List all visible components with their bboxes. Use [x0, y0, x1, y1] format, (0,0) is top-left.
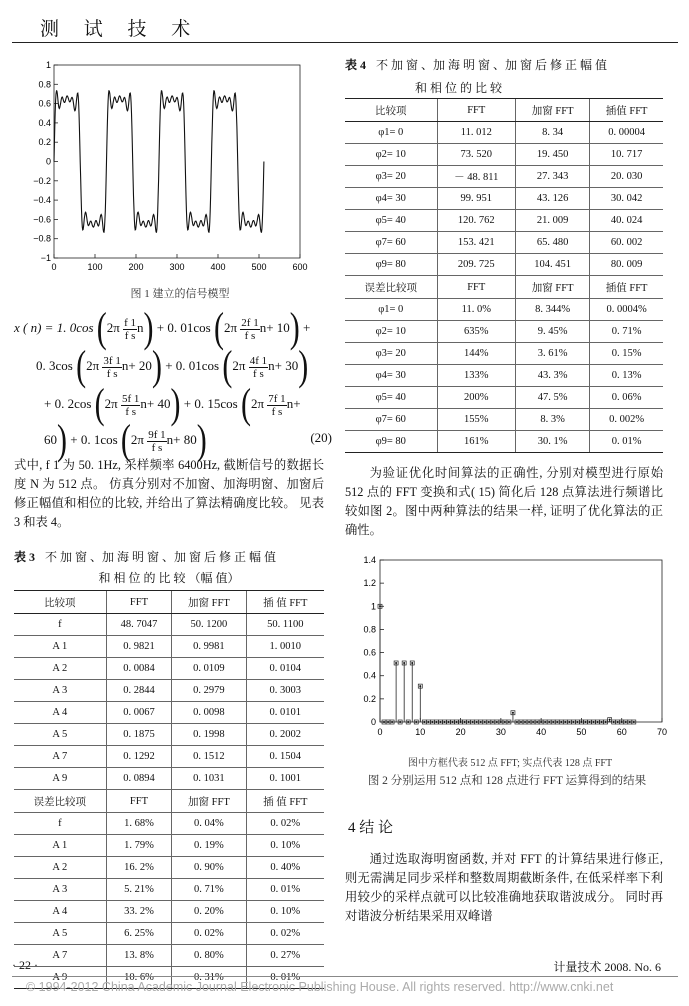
error-header-row — [14, 790, 324, 813]
y-tick-label: 0.6 — [38, 98, 51, 109]
table-cell: 155% — [437, 409, 516, 431]
table-row — [345, 365, 663, 387]
table-row — [14, 614, 324, 636]
table-cell: 19. 450 — [516, 144, 590, 166]
y-tick-label: 0.8 — [38, 79, 51, 90]
paragraph-conclusion: 通过选取海明窗函数, 并对 FFT 的计算结果进行修正, 则无需满足同步采样和整数周期截断条件, 在低采样率下利用较少的采样点就可以比较准确地获取谐波成分。 同时再对谐波分析结果采用双峰谱 — [345, 852, 663, 923]
table-cell: φ2= 10 — [345, 144, 437, 166]
table-cell: φ3= 20 — [345, 166, 437, 188]
fft128-point — [544, 721, 546, 723]
table-cell: φ5= 40 — [345, 210, 437, 232]
fft128-point — [379, 605, 381, 607]
table-cell: 80. 009 — [590, 254, 663, 276]
table-cell: A 5 — [14, 724, 106, 746]
fft128-point — [576, 721, 578, 723]
table-cell: 0. 1001 — [246, 768, 324, 790]
table-cell: 40. 024 — [590, 210, 663, 232]
column-header: 比较项 — [14, 591, 106, 614]
table-cell: A 2 — [14, 658, 106, 680]
table-row — [345, 188, 663, 210]
table-cell: 65. 480 — [516, 232, 590, 254]
table-cell: 27. 343 — [516, 166, 590, 188]
fft128-point — [464, 721, 466, 723]
table-cell: 0. 0098 — [172, 702, 246, 724]
fft128-point — [584, 721, 586, 723]
table-cell: 11. 0% — [437, 299, 516, 321]
x-tick-label: 300 — [169, 262, 185, 272]
table-cell: 48. 7047 — [106, 614, 172, 636]
y-tick-label: 0.2 — [38, 137, 51, 148]
fft128-point — [492, 721, 494, 723]
table-cell: A 5 — [14, 923, 106, 945]
table-cell: 0. 1512 — [172, 746, 246, 768]
table-row — [345, 232, 663, 254]
table-cell: A 4 — [14, 702, 106, 724]
table-cell: 0. 1875 — [106, 724, 172, 746]
column-header: 插 值 FFT — [246, 790, 324, 813]
fft128-point — [613, 721, 615, 723]
table-cell: 0. 002% — [590, 409, 663, 431]
table-cell: 3. 61% — [516, 343, 590, 365]
table-row — [14, 636, 324, 658]
table-cell: 0. 40% — [246, 857, 324, 879]
fft128-point — [472, 721, 474, 723]
table-cell: A 2 — [14, 857, 106, 879]
fft128-point — [391, 721, 393, 723]
fft128-point — [572, 721, 574, 723]
table-row — [14, 658, 324, 680]
column-header: 插值 FFT — [590, 276, 663, 299]
table-cell: 0. 71% — [590, 321, 663, 343]
table-cell: 5. 21% — [106, 879, 172, 901]
y-tick-label: −0.6 — [33, 214, 51, 225]
fft128-point — [609, 719, 611, 721]
fft128-point — [548, 721, 550, 723]
table-cell: 0. 02% — [246, 923, 324, 945]
y-tick-label: 1.4 — [363, 556, 376, 565]
fft128-point — [633, 721, 635, 723]
fft128-point — [484, 721, 486, 723]
column-header: FFT — [106, 591, 172, 614]
fft128-point — [532, 721, 534, 723]
x-tick-label: 200 — [128, 262, 144, 272]
y-tick-label: 0.2 — [363, 693, 376, 704]
fft128-point — [452, 721, 454, 723]
table-cell: 0. 2844 — [106, 680, 172, 702]
table-3-caption: 表 3 不 加 窗 、加 海 明 窗 、加 窗 后 修 正 幅 值 和 相 位 的 比 较 （幅 值） — [14, 550, 277, 585]
table-cell: 0. 0067 — [106, 702, 172, 724]
table-cell: 0. 0109 — [172, 658, 246, 680]
x-tick-label: 30 — [495, 727, 506, 737]
fft128-point — [556, 721, 558, 723]
fft128-point — [520, 721, 522, 723]
table-cell: 0. 0004% — [590, 299, 663, 321]
y-tick-label: 0 — [370, 717, 376, 727]
table-cell: 1. 0010 — [246, 636, 324, 658]
fft128-point — [407, 721, 409, 723]
fft128-point — [605, 721, 607, 723]
fft128-point — [528, 721, 530, 723]
table-cell: 1. 68% — [106, 813, 172, 835]
table-cell: 0. 00004 — [590, 122, 663, 144]
table-header-row — [345, 99, 663, 122]
fft128-point — [601, 721, 603, 723]
table-cell: 0. 1504 — [246, 746, 324, 768]
table-cell: 1. 79% — [106, 835, 172, 857]
table-row — [14, 702, 324, 724]
y-tick-label: 0.4 — [363, 670, 376, 681]
table-cell: 0. 0084 — [106, 658, 172, 680]
page-number: · 22 · — [12, 958, 38, 972]
fft128-point — [568, 721, 570, 723]
table-row — [345, 409, 663, 431]
table-cell: － 48. 811 — [437, 166, 516, 188]
fft128-point — [447, 721, 449, 723]
table-cell: 0. 0104 — [246, 658, 324, 680]
y-tick-label: 1.2 — [363, 578, 376, 589]
fft128-point — [435, 721, 437, 723]
table-cell: 0. 9821 — [106, 636, 172, 658]
table-cell: 0. 04% — [172, 813, 246, 835]
figure-1-caption: 图 1 建立的信号模型 — [130, 288, 230, 300]
table-row — [14, 746, 324, 768]
table-cell: A 7 — [14, 746, 106, 768]
figure-2-spectrum-chart — [345, 556, 670, 742]
table-cell: 161% — [437, 431, 516, 453]
table-row — [14, 945, 324, 967]
fft128-point — [419, 685, 421, 687]
table-cell: 10. 717 — [590, 144, 663, 166]
table-cell: φ2= 10 — [345, 321, 437, 343]
table-row — [14, 724, 324, 746]
x-tick-label: 600 — [292, 262, 308, 272]
fft128-point — [468, 721, 470, 723]
table-cell: φ7= 60 — [345, 409, 437, 431]
table-cell: A 9 — [14, 768, 106, 790]
fft128-point — [588, 721, 590, 723]
table-cell: 144% — [437, 343, 516, 365]
table-cell: A 1 — [14, 835, 106, 857]
table-cell: A 3 — [14, 680, 106, 702]
column-header: 加窗 FFT — [172, 591, 246, 614]
fft128-point — [552, 721, 554, 723]
table-cell: 635% — [437, 321, 516, 343]
table-cell: 30. 042 — [590, 188, 663, 210]
fft128-point — [617, 721, 619, 723]
column-header: 插 值 FFT — [246, 591, 324, 614]
table-row — [14, 768, 324, 790]
table-row — [14, 901, 324, 923]
fft128-point — [593, 721, 595, 723]
table-cell: 0. 1031 — [172, 768, 246, 790]
fft128-point — [504, 721, 506, 723]
table-cell: 16. 2% — [106, 857, 172, 879]
fft128-point — [512, 712, 514, 714]
figure-2-caption: 图 2 分别运用 512 点和 128 点进行 FFT 运算得到的结果 — [367, 775, 647, 787]
fft128-point — [427, 721, 429, 723]
table-cell: 21. 009 — [516, 210, 590, 232]
table-cell: φ7= 60 — [345, 232, 437, 254]
table-row — [345, 122, 663, 144]
table-row — [14, 680, 324, 702]
y-tick-label: 0 — [45, 156, 51, 167]
table-cell: 0. 01% — [246, 967, 324, 989]
y-tick-label: −1 — [40, 253, 51, 263]
y-tick-label: −0.8 — [33, 233, 51, 244]
table-cell: 200% — [437, 387, 516, 409]
table-cell: 133% — [437, 365, 516, 387]
table-cell: 0. 2979 — [172, 680, 246, 702]
paragraph-verification: 为验证优化时间算法的正确性, 分别对模型进行原始 512 点的 FFT 变换和式( 15) 简化后 128 点算法进行频谱比较如图 2。图中两种算法的结果一样, 证明了优化算法的正确性。 — [345, 466, 663, 537]
fft128-point — [456, 721, 458, 723]
table-row — [345, 299, 663, 321]
fft128-point — [423, 721, 425, 723]
table-cell: 60. 002 — [590, 232, 663, 254]
paragraph-intro: 式中, f 1 为 50. 1Hz, 采样频率 6400Hz, 截断信号的数据长度 N 为 512 点。 仿真分别对不加窗、加海明窗、加窗后修正幅值和相位的比较, 并给出了算法精确度比较。 见表 3 和表 4。 — [14, 458, 324, 529]
fft128-point — [625, 721, 627, 723]
fft128-point — [536, 721, 538, 723]
table-cell: 0. 80% — [172, 945, 246, 967]
fft128-point — [629, 721, 631, 723]
table-cell: A 4 — [14, 901, 106, 923]
x-tick-label: 40 — [536, 727, 547, 737]
fft128-point — [480, 721, 482, 723]
table-cell: 0. 0894 — [106, 768, 172, 790]
column-header: 加窗 FFT — [172, 790, 246, 813]
table-row — [345, 210, 663, 232]
table-cell: A 9 — [14, 967, 106, 989]
column-header: 插值 FFT — [590, 99, 663, 122]
column-header: 加窗 FFT — [516, 99, 590, 122]
table-cell: 0. 19% — [172, 835, 246, 857]
fft128-point — [383, 721, 385, 723]
x-tick-label: 400 — [210, 262, 226, 272]
y-tick-label: 1 — [45, 60, 51, 70]
table-3 — [14, 590, 324, 989]
table-cell: A 1 — [14, 636, 106, 658]
fft128-point — [403, 662, 405, 664]
table-cell: 0. 02% — [172, 923, 246, 945]
table-cell: 0. 20% — [172, 901, 246, 923]
eq-lead: x ( n) = 1. 0cos — [14, 319, 94, 335]
fft128-point — [476, 721, 478, 723]
table-cell: φ5= 40 — [345, 387, 437, 409]
table-row — [345, 166, 663, 188]
section-4-heading: 4 结 论 — [348, 820, 394, 836]
table-cell: 0. 27% — [246, 945, 324, 967]
table-cell: 0. 10% — [246, 901, 324, 923]
fft128-point — [411, 662, 413, 664]
table-row — [14, 879, 324, 901]
fft128-point — [500, 721, 502, 723]
table-cell: 50. 1100 — [246, 614, 324, 636]
table-cell: 8. 3% — [516, 409, 590, 431]
table-row — [14, 857, 324, 879]
y-tick-label: 0.4 — [38, 117, 51, 128]
y-tick-label: 1 — [370, 601, 376, 612]
fft128-point — [387, 721, 389, 723]
fft128-point — [395, 662, 397, 664]
table-cell: 0. 01% — [246, 879, 324, 901]
table-cell: 0. 06% — [590, 387, 663, 409]
y-tick-label: −0.4 — [33, 195, 51, 206]
table-row — [14, 923, 324, 945]
table-cell: 47. 5% — [516, 387, 590, 409]
table-cell: φ1= 0 — [345, 299, 437, 321]
table-cell: φ9= 80 — [345, 254, 437, 276]
table-cell: 0. 15% — [590, 343, 663, 365]
column-header: FFT — [437, 99, 516, 122]
fft128-point — [597, 721, 599, 723]
fft128-point — [564, 721, 566, 723]
fft128-point — [496, 721, 498, 723]
table-cell: 0. 90% — [172, 857, 246, 879]
table-row — [345, 431, 663, 453]
x-axis-ticks — [51, 254, 307, 272]
fft128-point — [439, 721, 441, 723]
fft128-point — [460, 721, 462, 723]
table-cell: 0. 31% — [172, 967, 246, 989]
footer-rule — [12, 976, 678, 977]
table-cell: A 7 — [14, 945, 106, 967]
table-cell: 0. 13% — [590, 365, 663, 387]
x-tick-label: 0 — [377, 727, 383, 737]
table-row — [14, 835, 324, 857]
table-cell: 120. 762 — [437, 210, 516, 232]
figure-2-note: 图中方框代表 512 点 FFT; 实点代表 128 点 FFT — [407, 758, 613, 769]
column-header: 误差比较项 — [14, 790, 106, 813]
table-cell: 20. 030 — [590, 166, 663, 188]
fft128-point — [508, 721, 510, 723]
equation-number: (20) — [310, 430, 332, 445]
x-tick-label: 500 — [251, 262, 267, 272]
table-cell: φ9= 80 — [345, 431, 437, 453]
table-cell: φ4= 30 — [345, 188, 437, 210]
fft128-point — [560, 721, 562, 723]
table-cell: 153. 421 — [437, 232, 516, 254]
table-cell: 0. 1292 — [106, 746, 172, 768]
x-tick-label: 70 — [656, 727, 668, 737]
table-cell: 8. 34 — [516, 122, 590, 144]
table-cell: φ1= 0 — [345, 122, 437, 144]
table-cell: 10. 6% — [106, 967, 172, 989]
table-row — [14, 813, 324, 835]
figure-1-signal-plot — [10, 60, 310, 275]
column-header: FFT — [106, 790, 172, 813]
table-cell: 209. 725 — [437, 254, 516, 276]
x-tick-label: 20 — [455, 727, 466, 737]
fft128-point — [580, 721, 582, 723]
table-cell: 73. 520 — [437, 144, 516, 166]
table-cell: 13. 8% — [106, 945, 172, 967]
table-cell: 43. 126 — [516, 188, 590, 210]
table-cell: 6. 25% — [106, 923, 172, 945]
table-row — [345, 387, 663, 409]
table-row — [345, 343, 663, 365]
column-header: 比较项 — [345, 99, 437, 122]
table-row — [345, 144, 663, 166]
journal-section-title: 测 试 技 术 — [40, 19, 201, 40]
y-tick-label: 0.8 — [363, 624, 376, 635]
fft128-point — [415, 721, 417, 723]
column-header: FFT — [437, 276, 516, 299]
table-header-row — [14, 591, 324, 614]
fft128-point — [540, 721, 542, 723]
table-row — [345, 254, 663, 276]
page-header — [12, 10, 678, 43]
table-cell: φ4= 30 — [345, 365, 437, 387]
table-cell: 0. 01% — [590, 431, 663, 453]
table-cell: 8. 344% — [516, 299, 590, 321]
table-cell: 0. 71% — [172, 879, 246, 901]
table-cell: 104. 451 — [516, 254, 590, 276]
fft128-point — [431, 721, 433, 723]
x-tick-label: 60 — [616, 727, 627, 737]
y-tick-label: 0.6 — [363, 647, 376, 658]
fft128-point — [621, 721, 623, 723]
fft128-point — [443, 721, 445, 723]
table-cell: A 3 — [14, 879, 106, 901]
signal-waveform — [54, 91, 264, 232]
equation-20: x ( n) = 1. 0cos (2π $\frac{f 1}{\text{f s}}$ n) + 0. 01cos (2π $\frac{2f 1}{\text{f s}}$ n+ 10) + 0. 3cos (2π $\frac{3f 1}{\text{f s}}$ n+ 20) + 0. 01cos (2π $\frac{4f 1}{\text{f s}}$ n+ 30) + 0. 2cos (2π $\frac{5f 1}{\text{f s}}$ n+ 40) + 0. 15cos (2π $\frac{7f 1}{\text{f s}}$ n+ 60) + 0. 1cos (2π $\frac{9f 1}{\text{f s}}$ n+ 80) (20) — [14, 305, 332, 464]
table-cell: 99. 951 — [437, 188, 516, 210]
table-cell: 43. 3% — [516, 365, 590, 387]
table-cell: f — [14, 813, 106, 835]
table-cell: 0. 3003 — [246, 680, 324, 702]
fft128-point — [516, 721, 518, 723]
table-cell: 30. 1% — [516, 431, 590, 453]
table-cell: 9. 45% — [516, 321, 590, 343]
table-cell: φ3= 20 — [345, 343, 437, 365]
table-cell: 0. 10% — [246, 835, 324, 857]
x-tick-label: 0 — [51, 262, 57, 272]
journal-issue: 计量技术 2008. No. 6 — [553, 960, 661, 974]
x-tick-label: 10 — [415, 727, 426, 737]
table-4-caption: 表 4 不 加 窗 、加 海 明 窗 、加 窗 后 修 正 幅 值 和 相 位 的 比 较 — [345, 58, 608, 95]
x-tick-label: 50 — [576, 727, 587, 737]
fft128-point — [399, 721, 401, 723]
table-cell: 33. 2% — [106, 901, 172, 923]
table-cell: 0. 02% — [246, 813, 324, 835]
table-cell: 0. 9981 — [172, 636, 246, 658]
table-cell: 50. 1200 — [172, 614, 246, 636]
table-cell: f — [14, 614, 106, 636]
column-header: 误差比较项 — [345, 276, 437, 299]
table-cell: 0. 2002 — [246, 724, 324, 746]
fft128-point — [524, 721, 526, 723]
table-row — [345, 321, 663, 343]
table-4 — [345, 98, 663, 453]
table-cell: 0. 0101 — [246, 702, 324, 724]
error-header-row — [345, 276, 663, 299]
x-tick-label: 100 — [87, 262, 103, 272]
copyright-watermark: © 1994-2012 China Academic Journal Electronic Publishing House. All rights reserved. http://www.cnki.net — [26, 980, 614, 994]
table-cell: 0. 1998 — [172, 724, 246, 746]
column-header: 加窗 FFT — [516, 276, 590, 299]
table-cell: 11. 012 — [437, 122, 516, 144]
fft128-point — [488, 721, 490, 723]
y-tick-label: −0.2 — [33, 175, 51, 186]
